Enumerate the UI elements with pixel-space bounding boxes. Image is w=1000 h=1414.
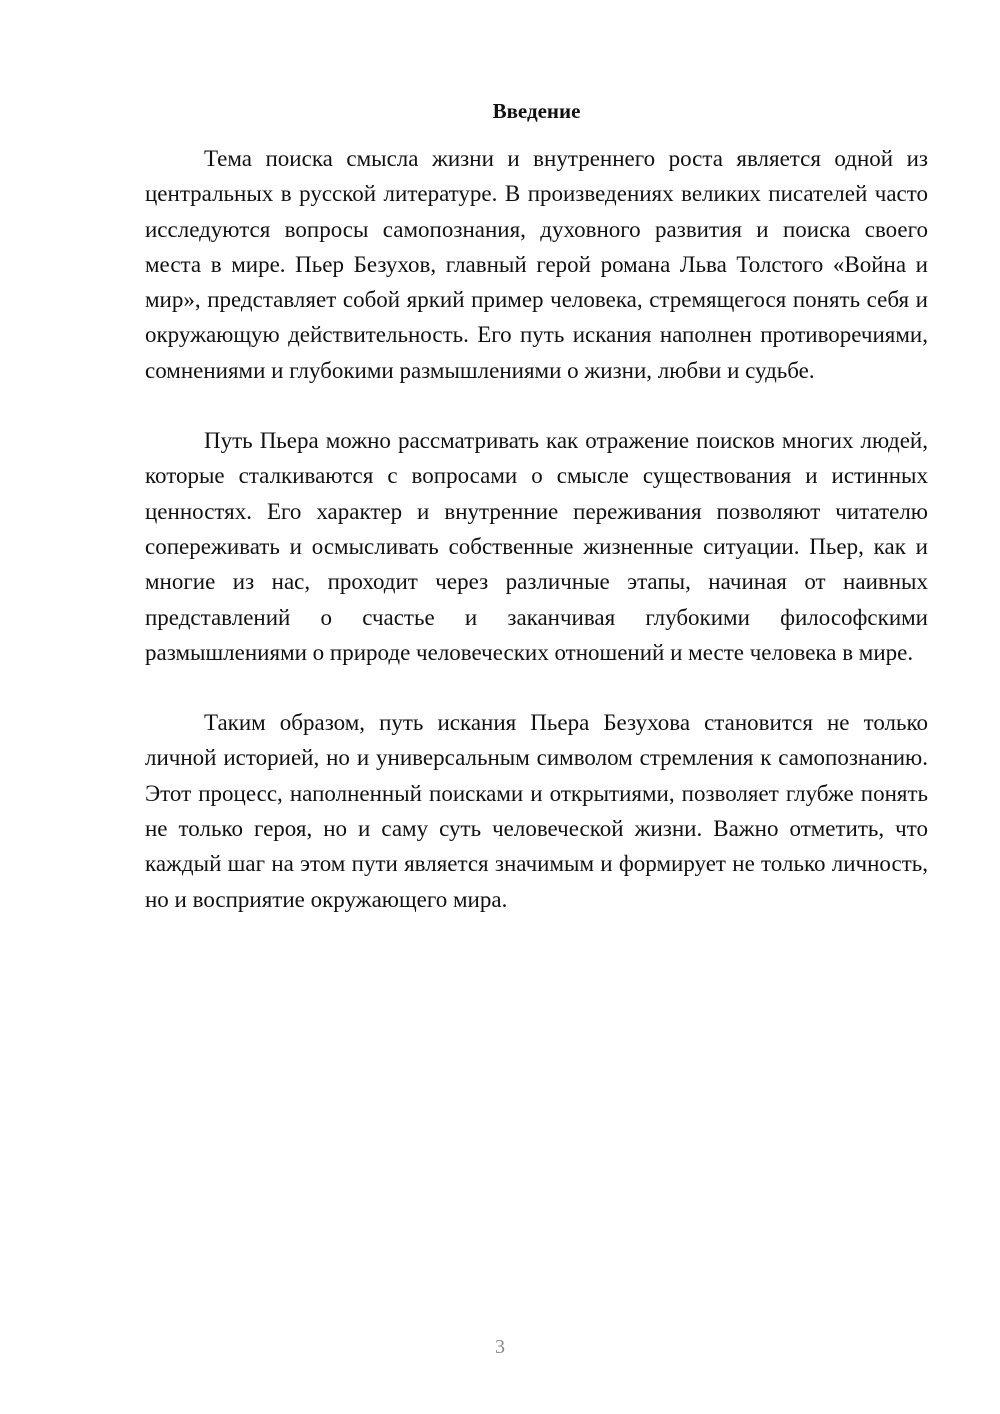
- page-number: 3: [495, 1336, 505, 1358]
- section-heading: Введение: [492, 99, 581, 123]
- paragraph-3: Таким образом, путь искания Пьера Безухова становится не только личной историей, но и универсальным символом стремления к самопознанию. Этот процесс, наполненный поисками и открытиями, позволяет глубже понять не только героя, но и саму суть человеческой жизни. Важно отметить, что каждый шаг на этом пути является значимым и формирует не только личность, но и восприятие окружающего мира.: [145, 710, 928, 912]
- body-text: [145, 141, 928, 952]
- paragraph-1: Тема поиска смысла жизни и внутреннего роста является одной из центральных в русской литературе. В произведениях великих писателей часто исследуются вопросы самопознания, духовного развития и поиска своего места в мире. Пьер Безухов, главный герой романа Льва Толстого «Война и мир», представляет собой яркий пример человека, стремящегося понять себя и окружающую действительность. Его путь искания наполнен противоречиями, сомнениями и глубокими размышлениями о жизни, любви и судьбе.: [145, 146, 928, 383]
- paragraph-2: Путь Пьера можно рассматривать как отражение поисков многих людей, которые сталкиваются с вопросами о смысле существования и истинных ценностях. Его характер и внутренние переживания позволяют читателю сопереживать и осмысливать собственные жизненные ситуации. Пьер, как и многие из нас, проходит через различные этапы, начиная от наивных представлений о счастье и заканчивая глубокими философскими размышлениями о природе человеческих отношений и месте человека в мире.: [145, 428, 928, 665]
